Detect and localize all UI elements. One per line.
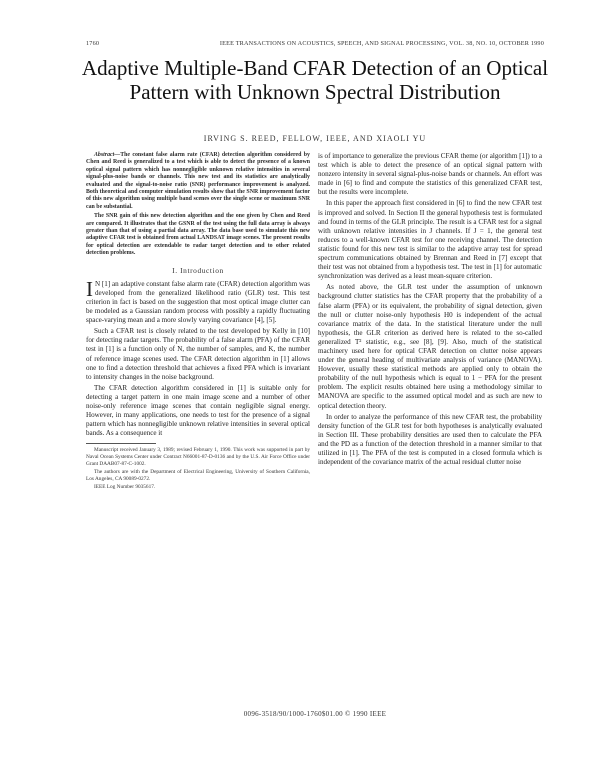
running-head: [86, 40, 544, 47]
abstract: [86, 152, 310, 258]
right-paragraph-4: In order to analyze the performance of this new CFAR test, the probability density function of the GLR test for both hypotheses is analytically evaluated in Section III. These probability densities are used then to calculate the PFA and the PD as a function of the detection threshold in a manner similar to that utilized in [1]. The PFA of the test is computed in a closed formula which is independent of the covariance matrix of the actual residual clutter noise: [318, 412, 542, 467]
intro-paragraph-1: [86, 276, 310, 325]
footnote-log-number: IEEE Log Number 9035617.: [94, 484, 156, 491]
footnote-manuscript: Manuscript received January 3, 1989; revised February 1, 1990. This work was supported in part by Naval Ocean Systems Center under Contract N66001-87-D-0136 and by the U.S. Air Force Office under Grant DAAB07-87-C-1002.: [86, 447, 310, 467]
author-line: IRVING S. REED, FELLOW, IEEE, AND XIAOLI YU: [203, 134, 427, 143]
right-paragraph-3: As noted above, the GLR test under the assumption of unknown background clutter statistics has the CFAR property that the probability of a false alarm (PFA) or its equivalent, the probability of signal detection, given the null or clutter noise-only hypothesis H0 is independent of the actual covariance matrix of the data. In the statistical literature under the null hypothesis, the GLR criterion as derived here is related to the so-called generalized T² statistic, e.g., see [8], [9]. Also, much of the statistical machinery used here for optical CFAR detection on clutter noise appears under the general heading of multivariate analysis of variance (MANOVA). However, usually these statistical methods are applied only to obtain the probability of the null hypothesis which is equal to 1 − PFA for the present problem. The explicit results obtained here using a methodology similar to MANOVA are specific to the assumed optical model and as such are new to optical detection theory.: [318, 283, 542, 410]
left-column: [86, 152, 310, 493]
abstract-paragraph-1: [86, 152, 310, 211]
paper-title: Adaptive Multiple-Band CFAR Detection of an Optical Pattern with Unknown Spectral Distribution: [81, 56, 549, 104]
journal-name: IEEE TRANSACTIONS ON ACOUSTICS, SPEECH, AND SIGNAL PROCESSING, VOL. 38, NO. 10, OCTOBER 1990: [219, 40, 544, 47]
right-paragraph-2: In this paper the approach first considered in [6] to find the new CFAR test is improved and solved. In Section II the general hypothesis test is formulated and found in terms of the GLR principle. The result is a CFAR test for a signal with unknown relative intensities in J channels. If J = 1, the general test reduces to a well-known CFAR test for one receiving channel. The detection statistic found for this new test is similar to the adaptive array test for spread spectrum communications obtained by Brennan and Reed in [7] except that their test was not obtained from a hypothesis test. The test in [1] for automatic synchronization was derived as a least mean-square criterion.: [318, 199, 542, 281]
page-number: 1760: [86, 40, 100, 47]
copyright-line: 0096-3518/90/1000-1760$01.00 © 1990 IEEE: [243, 710, 387, 718]
intro-paragraph-3: The CFAR detection algorithm considered in [1] is suitable only for detecting a target pattern in one main image scene and a number of other noise-only reference image scenes that contain negligible signal energy. However, in many applications, one needs to test for the presence of a signal pattern which has nonnegligible unknown relative intensities in several optical bands. As a consequence it: [86, 383, 310, 438]
footnote-divider: [86, 443, 156, 444]
abstract-text-1: The constant false alarm rate (CFAR) detection algorithm considered by Chen and Reed is generalized to a test which is able to detect the presence of a known optical signal pattern which has nonnegligible unknown relative intensities in several signal-plus-noise bands or channels. This new test and its statistics are analytically evaluated and the signal-to-noise ratio (SNR) performance improvement is analyzed. Both theoretical and computer simulation results show that the SNR improvement factor of this new algorithm using multiple band scenes over the single scene or maximum SNR can be substantial.: [86, 152, 310, 210]
intro-text-1: N [1] an adaptive constant false alarm rate (CFAR) detection algorithm was developed from the generalized likelihood ratio (GLR) test. This test criterion in fact is based on the suggestion that most optical image clutter can be modeled as a Gaussian random process with possibly a rapidly fluctuating space-varying mean and a more slowly varying covariance [4], [5].: [86, 279, 310, 325]
footnote-affiliation: The authors are with the Department of Electrical Engineering, University of Southern California, Los Angeles, CA 90089-0272.: [86, 469, 310, 482]
abstract-paragraph-2: The SNR gain of this new detection algorithm and the one given by Chen and Reed are compared. It illustrates that the GSNR of the test using the full data array is always greater than that of using a partial data array. The data base used to simulate this new adaptive CFAR test is obtained from actual LANDSAT image scenes. The present results for optical detection are extendable to radar target detection and to other related detection problems.: [86, 213, 310, 257]
section-heading-introduction: I. Introduction: [172, 265, 224, 275]
right-paragraph-1: is of importance to generalize the previous CFAR theme (or algorithm [1]) to a test which is able to detect the presence of an optical signal pattern with nonzero intensity in several signal-plus-noise bands or channels. An effort was made in [6] to find and compute the statistics of this generalized CFAR test, but the results were incomplete.: [318, 152, 542, 197]
right-column: [318, 152, 542, 469]
drop-cap: I: [86, 276, 93, 301]
intro-paragraph-2: Such a CFAR test is closely related to the test developed by Kelly in [10] for detecting radar targets. The probability of a false alarm (PFA) of the CFAR test in [1] is a function only of N, the number of samples, and K, the number of reference image scenes used. The CFAR detection algorithm in [1] allows one to find a detection threshold that achieves a fixed PFA which is invariant to intensity changes in the noise background.: [86, 327, 310, 381]
abstract-lead: Abstract—: [94, 152, 121, 158]
